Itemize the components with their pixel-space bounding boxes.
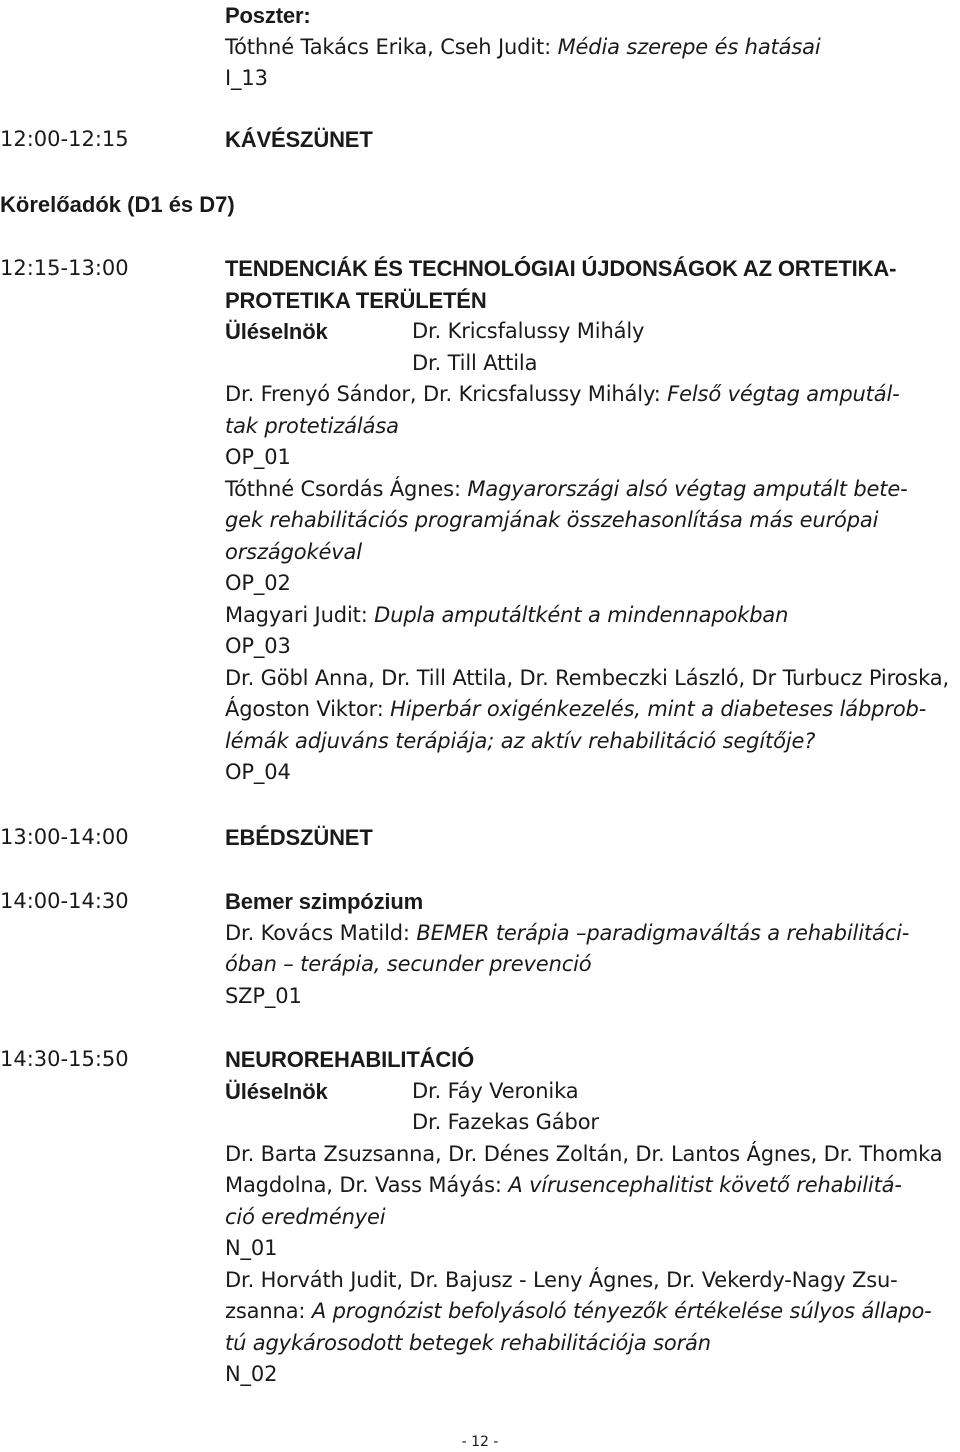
talk-line [225, 474, 955, 506]
session1-title-line1: TENDENCIÁK ÉS TECHNOLÓGIAI ÚJDONSÁGOK AZ ORTETIKA- [225, 256, 897, 281]
symposium-block [225, 886, 955, 1012]
poster-code: I_13 [225, 66, 268, 90]
session1-chair2: Dr. Till Attila [412, 350, 538, 375]
break2-label: EBÉDSZÜNET [225, 825, 373, 850]
break2-time: 13:00-14:00 [0, 825, 129, 849]
session2-chair-row2 [225, 1107, 955, 1139]
session1-chair1: Dr. Kricsfalussy Mihály [412, 319, 645, 343]
talk-title: A prognózist befolyásoló tényezők értékelése súlyos állapo- [311, 1299, 932, 1323]
talk-title-cont: tú agykárosodott betegek rehabilitációja során [225, 1330, 711, 1355]
talk-title: Hiperbár oxigénkezelés, mint a diabeteses lábprob- [390, 697, 927, 721]
break1-label: KÁVÉSZÜNET [225, 127, 373, 152]
talk-title: Felső végtag amputál- [667, 382, 900, 406]
talk-code: OP_02 [225, 571, 291, 595]
talk-authors: Dr. Frenyó Sándor, Dr. Kricsfalussy Mihály: [225, 382, 668, 406]
talk-line [225, 379, 955, 411]
talk-code: OP_03 [225, 634, 291, 658]
talk-title: Magyarországi alsó végtag amputált bete- [467, 476, 908, 501]
talk-authors: Dr. Kovács Matild: [225, 920, 417, 945]
talk-code: N_01 [225, 1236, 278, 1260]
talk-code: N_02 [225, 1362, 278, 1386]
session1-chair-label: Üléselnök [225, 319, 328, 344]
session1-time: 12:15-13:00 [0, 256, 129, 280]
talk-title-cont: országokéval [225, 539, 362, 564]
poster-block [225, 0, 955, 95]
talk-authors-line: Dr. Göbl Anna, Dr. Till Attila, Dr. Rembeczki László, Dr Turbucz Piroska, [225, 665, 949, 690]
talk-title: A vírusencephalitist követő rehabilitá- [508, 1173, 902, 1197]
talk-authors: Magdolna, Dr. Vass Máyás: [225, 1173, 509, 1197]
session1-chair-row1 [225, 316, 955, 348]
talk-title-cont: ció eredményei [225, 1204, 386, 1229]
session2-title: NEUROREHABILITÁCIÓ [225, 1047, 475, 1072]
talk-authors: Ágoston Viktor: [225, 697, 391, 721]
session1-title-line2: PROTETIKA TERÜLETÉN [225, 287, 487, 313]
page-number: - 12 - [461, 1434, 499, 1450]
talk-line [225, 918, 955, 950]
poster-authors: Tóthné Takács Erika, Cseh Judit: [225, 34, 558, 59]
poster-line [225, 32, 955, 64]
session2-chair2: Dr. Fazekas Gábor [412, 1110, 599, 1134]
talk-title-cont: tak protetizálása [225, 413, 399, 438]
session2-chair-row1 [225, 1076, 955, 1108]
talk-line [225, 1296, 955, 1328]
talk-line [225, 600, 955, 632]
session1-chair-row2 [225, 348, 955, 380]
session2-time: 14:30-15:50 [0, 1047, 129, 1071]
talk-line [225, 1170, 955, 1202]
break1-time: 12:00-12:15 [0, 127, 129, 151]
poster-title: Média szerepe és hatásai [557, 34, 821, 59]
talk-title-cont: gek rehabilitációs programjának összehasonlítása más európai [225, 508, 879, 532]
symposium-time: 14:00-14:30 [0, 889, 129, 913]
session2-chair1: Dr. Fáy Veronika [412, 1078, 579, 1103]
talk-title: Dupla amputáltként a mindennapokban [374, 602, 789, 627]
talk-title-cont: lémák adjuváns terápiája; az aktív rehabilitáció segítője? [225, 728, 816, 753]
session1-block [225, 253, 955, 789]
talk-authors: Tóthné Csordás Ágnes: [225, 476, 468, 501]
symposium-title: Bemer szimpózium [225, 889, 424, 914]
talk-line [225, 694, 955, 726]
session2-block [225, 1044, 955, 1391]
talk-code: SZP_01 [225, 983, 302, 1008]
talk-title-cont: óban – terápia, secunder prevenció [225, 952, 592, 976]
talk-code: OP_04 [225, 760, 291, 784]
talk-title: BEMER terápia –paradigmaváltás a rehabilitáci- [416, 920, 910, 945]
session2-chair-label: Üléselnök [225, 1078, 328, 1104]
talk-authors-line: Dr. Barta Zsuzsanna, Dr. Dénes Zoltán, Dr. Lantos Ágnes, Dr. Thomka [225, 1141, 943, 1166]
talk-authors: Magyari Judit: [225, 602, 375, 627]
talk-authors: zsanna: [225, 1299, 312, 1323]
talk-authors-line: Dr. Horváth Judit, Dr. Bajusz - Leny Ágnes, Dr. Vekerdy-Nagy Zsu- [225, 1267, 898, 1292]
talk-code: OP_01 [225, 445, 291, 469]
section-heading: Körelőadók (D1 és D7) [0, 192, 235, 217]
poster-heading: Poszter: [225, 3, 311, 28]
